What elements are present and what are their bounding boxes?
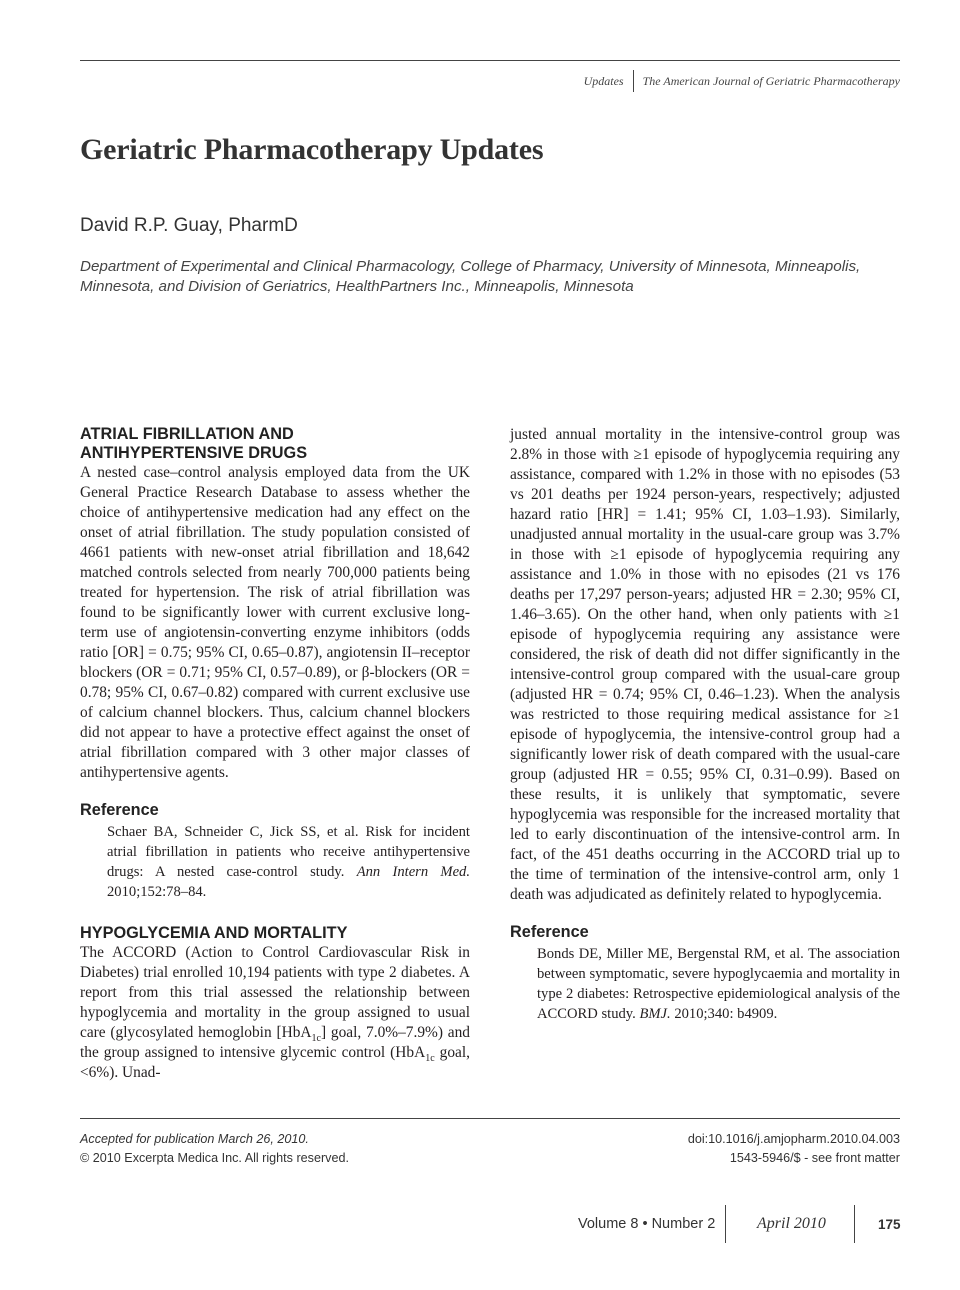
article-author: David R.P. Guay, PharmD bbox=[80, 215, 298, 236]
header-rule bbox=[80, 60, 900, 61]
hypo-sub-2: 1c bbox=[425, 1053, 435, 1065]
running-header-divider bbox=[633, 70, 634, 92]
section-body-hypo-start bbox=[80, 943, 470, 1083]
section-body-af: A nested case–control analysis employed data from the UK General Practice Research Database to assess whether the choice of antihypertensive medication had any effect on the onset of atrial fibrillation. The study population consisted of 4661 patients with new-onset atrial fibrillation and 18,642 matched controls selected from nearly 700,000 patients being treated for hypertension. The risk of atrial fibrillation was found to be significantly lower with current exclusive long-term use of angiotensin-converting enzyme inhibitors (odds ratio [OR] = 0.75; 95% CI, 0.65–0.87), angiotensin II–receptor blockers (OR = 0.71; 95% CI, 0.57–0.89), or β-blockers (OR = 0.78; 95% CI, 0.67–0.82) compared with current exclusive use of calcium channel blockers. Thus, calcium channel blockers did not appear to have a protective effect against the onset of atrial fibrillation compared with 3 other major classes of antihypertensive agents. bbox=[80, 464, 470, 781]
page-number: 175 bbox=[878, 1217, 901, 1232]
reference-af bbox=[107, 822, 470, 902]
reference-hypo-tail: 2010;340: b4909. bbox=[674, 1006, 778, 1022]
section-heading-af-line2: ANTIHYPERTENSIVE DRUGS bbox=[80, 444, 308, 462]
running-header-section: Updates bbox=[583, 73, 624, 88]
doi-link[interactable]: doi:10.1016/j.amjopharm.2010.04.003 bbox=[687, 1132, 900, 1146]
hypo-body-c-start: goal, <6%). Unad- bbox=[80, 1044, 471, 1081]
reference-heading-af: Reference bbox=[80, 801, 159, 819]
section-heading-af-line1: ATRIAL FIBRILLATION AND bbox=[80, 425, 294, 443]
right-column bbox=[510, 425, 900, 1024]
running-header-journal: The American Journal of Geriatric Pharmacotherapy bbox=[642, 73, 900, 88]
section-body-hypo-continued: justed annual mortality in the intensive-control group was 2.8% in those with ≥1 episode of hypoglycemia requiring any assistance, compared with 1.2% in those with no episodes (53 vs 201 deaths per 1924 person-years, respectively; adjusted hazard ratio [HR] = 1.41; 95% CI, 1.03–1.93). Similarly, unadjusted annual mortality in the usual-care group was 3.7% in those with ≥1 episode of hypoglycemia requiring any assistance and 1.0% in those with no episodes (21 vs 176 deaths per 17,297 person-years; adjusted HR = 2.30; 95% CI, 1.46–3.65). On the other hand, when only patients with ≥1 episode of hypoglycemia requiring any assistance were considered, the risk of death did not differ significantly in the intensive-control group compared with the usual-care group (adjusted HR = 0.74; 95% CI, 0.46–1.23). When the analysis was restricted to those requiring medical assistance for ≥1 episode of hypoglycemia, the intensive-control group had a significantly lower risk of death compared with the usual-care group (adjusted HR = 0.55; 95% CI, 0.31–0.99). Based on these results, it is unlikely that symptomatic, severe hypoglycemia was responsible for the increased mortality that led to early discontinuation of the intensive-control arm. In fact, of the 451 deaths occurring in the ACCORD trial up to the time of termination of the intensive-control arm, only 1 death was adjudicated as definitely related to hypoglycemia. bbox=[510, 426, 900, 903]
article-affiliation: Department of Experimental and Clinical Pharmacology, College of Pharmacy, University of Minnesota, Minneapolis, Minnesota, and Division of Geriatrics, HealthPartners Inc., Minneapolis, Minnesota bbox=[80, 258, 861, 295]
footer-rule bbox=[80, 1118, 900, 1119]
hypo-sub-1: 1c bbox=[311, 1033, 321, 1045]
reference-af-tail: 2010;152:78–84. bbox=[107, 884, 207, 900]
section-heading-af bbox=[80, 425, 470, 463]
copyright: © 2010 Excerpta Medica Inc. All rights reserved. bbox=[80, 1151, 349, 1165]
article-title: Geriatric Pharmacotherapy Updates bbox=[80, 133, 544, 166]
reference-hypo-journal: BMJ. bbox=[639, 1006, 671, 1022]
reference-af-journal: Ann Intern Med. bbox=[356, 864, 470, 880]
reference-heading-hypo: Reference bbox=[510, 923, 589, 941]
running-header bbox=[584, 70, 900, 92]
footer-right bbox=[688, 1130, 900, 1168]
accepted-date: Accepted for publication March 26, 2010. bbox=[80, 1132, 309, 1146]
footer-divider-2 bbox=[854, 1205, 855, 1243]
issn: 1543-5946/$ - see front matter bbox=[729, 1151, 900, 1165]
issue-date: April 2010 bbox=[757, 1215, 826, 1232]
reference-af-citation: Schaer BA, Schneider C, Jick SS, et al. Risk for incident atrial fibrillation in patients who receive antihypertensive drugs: A nested case-control study. bbox=[107, 824, 470, 880]
reference-hypo bbox=[537, 944, 900, 1024]
footer-divider-1 bbox=[725, 1205, 726, 1243]
hypo-body-a: The ACCORD (Action to Control Cardiovascular Risk in Diabetes) trial enrolled 10,194 patients with type 2 diabetes. A report from this trial assessed the relationship between hypoglycemia and mortality in the group assigned to usual care (glycosylated hemoglobin [HbA bbox=[80, 944, 470, 1041]
footer-left bbox=[80, 1130, 349, 1168]
volume-number: Volume 8 • Number 2 bbox=[578, 1216, 716, 1232]
section-heading-hypo: HYPOGLYCEMIA AND MORTALITY bbox=[80, 924, 348, 942]
reference-hypo-citation: Bonds DE, Miller ME, Bergenstal RM, et al. The association between symptomatic, severe hypoglycaemia and mortality in type 2 diabetes: Retrospective epidemiological analysis of the ACCORD study. bbox=[537, 946, 900, 1022]
left-column bbox=[80, 425, 470, 1083]
hypo-body-b: ] goal, 7.0%–7.9%) and the group assigned to intensive glycemic control (HbA bbox=[80, 1024, 470, 1061]
